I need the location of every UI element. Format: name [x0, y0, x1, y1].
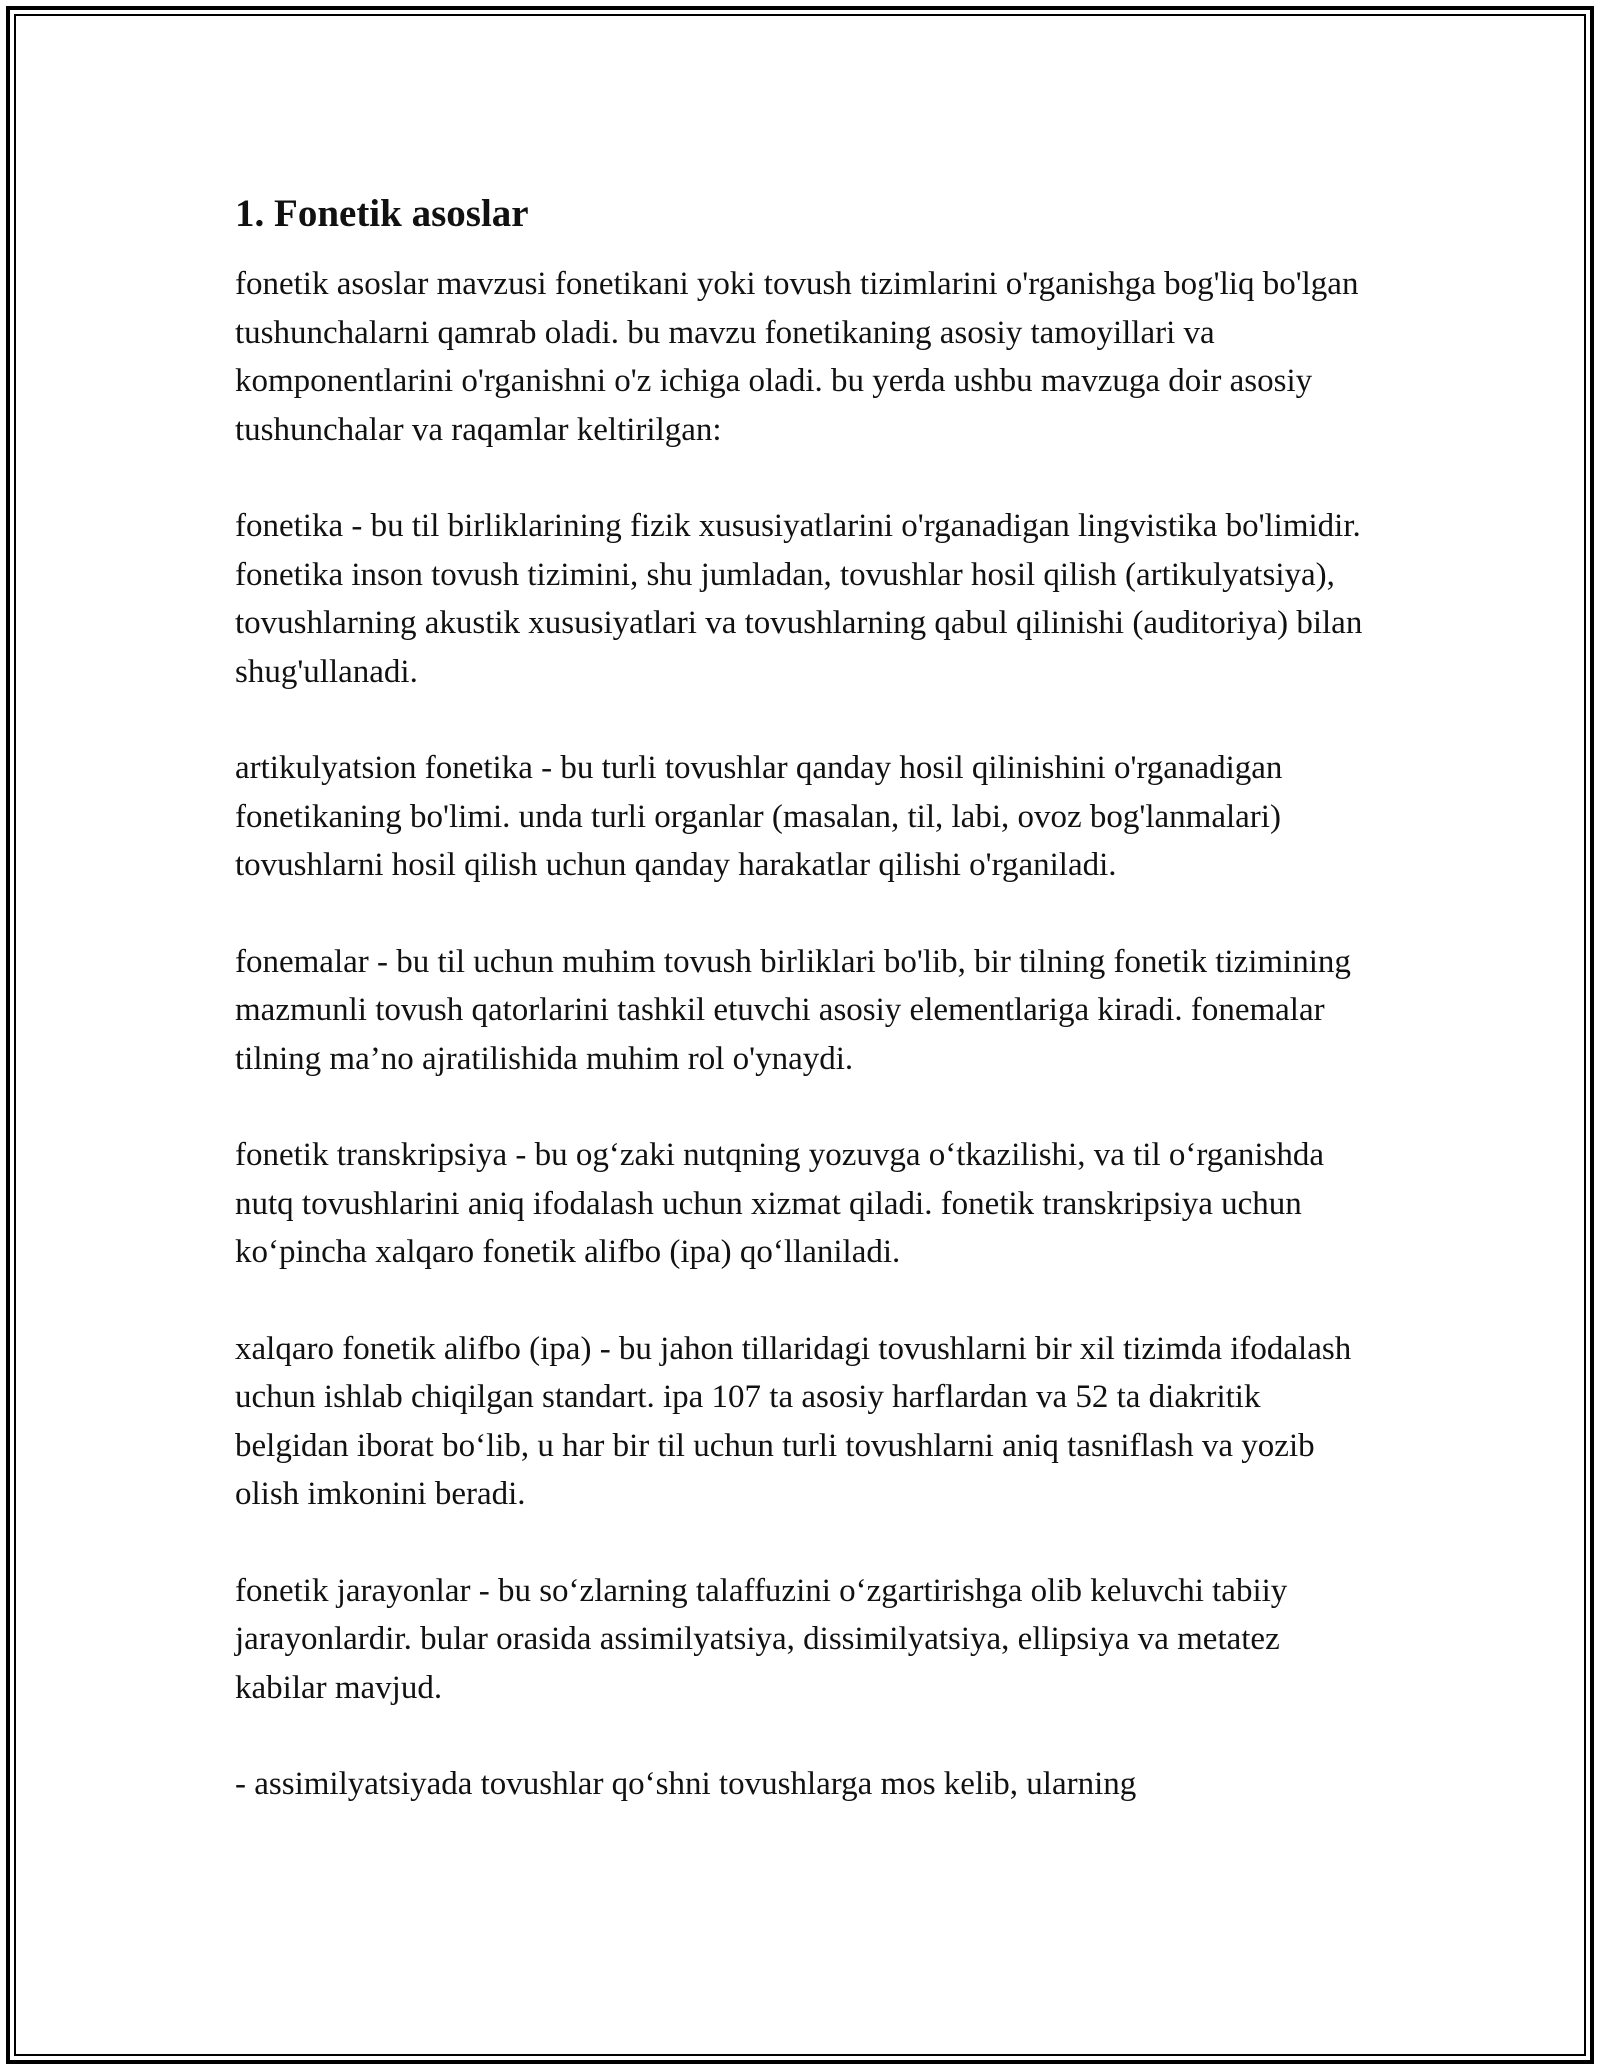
section-heading: 1. Fonetik asoslar — [235, 192, 529, 235]
document-body — [235, 188, 1365, 1857]
paragraph-fonetika: fonetika - bu til birliklarining fizik xususiyatlarini o'rganadigan lingvistika bo'limidir. fonetika inson tovush tizimini, shu jumladan, tovushlar hosil qilish (artikulyatsiya), tovushlarning akustik xususiyatlari va tovushlarning qabul qilinishi (auditoriya) bilan shug'ullanadi. — [235, 508, 1363, 690]
paragraph-assimilyatsiya: - assimilyatsiyada tovushlar qo‘shni tovushlarga mos kelib, ularning — [235, 1766, 1137, 1802]
paragraph-artikulyatsion-fonetika: artikulyatsion fonetika - bu turli tovushlar qanday hosil qilinishini o'rganadigan fonetikaning bo'limi. unda turli organlar (masalan, til, labi, ovoz bog'lanmalari) tovushlarni hosil qilish uchun qanday harakatlar qilishi o'rganiladi. — [235, 750, 1283, 883]
paragraph-fonetik-jarayonlar: fonetik jarayonlar - bu so‘zlarning talaffuzini o‘zgartirishga olib keluvchi tabiiy jarayonlardir. bular orasida assimilyatsiya, dissimilyatsiya, ellipsiya va metatez kabilar mavjud. — [235, 1572, 1288, 1706]
paragraph-intro: fonetik asoslar mavzusi fonetikani yoki tovush tizimlarini o'rganishga bog'liq bo'lgan tushunchalarni qamrab oladi. bu mavzu fonetikaning asosiy tamoyillari va komponentlarini o'rganishni o'z ichiga oladi. bu yerda ushbu mavzuga doir asosiy tushunchalar va raqamlar keltirilgan: — [235, 266, 1359, 448]
paragraph-fonemalar: fonemalar - bu til uchun muhim tovush birliklari bo'lib, bir tilning fonetik tizimining mazmunli tovush qatorlarini tashkil etuvchi asosiy elementlariga kiradi. fonemalar tilning ma’no ajratilishida muhim rol o'ynaydi. — [235, 943, 1351, 1077]
paragraph-fonetik-transkripsiya: fonetik transkripsiya - bu og‘zaki nutqning yozuvga o‘tkazilishi, va til o‘rganishda nutq tovushlarini aniq ifodalash uchun xizmat qiladi. fonetik transkripsiya uchun ko‘pincha xalqaro fonetik alifbo (ipa) qo‘llaniladi. — [235, 1137, 1325, 1270]
paragraph-ipa: xalqaro fonetik alifbo (ipa) - bu jahon tillaridagi tovushlarni bir xil tizimda ifodalash uchun ishlab chiqilgan standart. ipa 107 ta asosiy harflardan va 52 ta diakritik belgidan iborat bo‘lib, u har bir til uchun turli tovushlarni aniq tasniflash va yozib olish imkonini beradi. — [235, 1330, 1352, 1512]
